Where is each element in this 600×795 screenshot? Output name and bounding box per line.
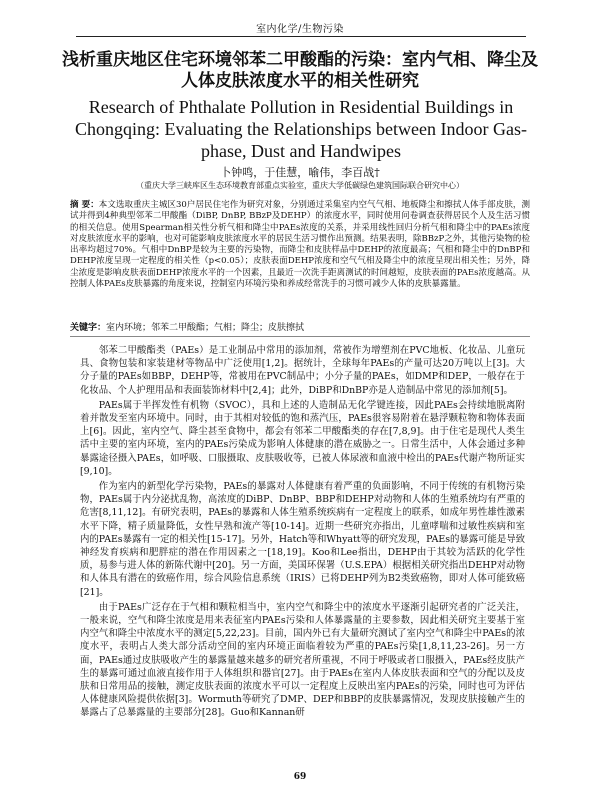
body-text	[80, 344, 525, 720]
keywords-text: 室内环境；邻苯二甲酸酯；气相；降尘；皮肤擦拭	[106, 323, 305, 333]
page-number: 69	[293, 772, 307, 782]
header-rule	[76, 36, 526, 37]
keywords-label: 关键字：	[70, 323, 107, 333]
running-head: 室内化学/生物污染	[256, 24, 344, 35]
title-english: Research of Phthalate Pollution in Residential Buildings in Chongqing: Evaluating the Relationships between Indoor Gas-phase, Dust and Handwipes	[75, 97, 527, 161]
body-paragraph: 由于PAEs广泛存在于气相和颗粒相当中，室内空气和降尘中的浓度水平逐渐引起研究者的广泛关注，一般来说，空气和降尘浓度是用来表征室内PAEs污染和人体暴露量的主要参数，因此相关研究主要基于室内空气和降尘中浓度水平的测定[5,22,23]。目前，国内外已有大量研究测试了室内空气和降尘中PAEs的浓度水平，表明占人类大部分活动空间的室内环境正面临着较为严重的PAEs污染[1,8,11,23-26]。另一方面，PAEs通过皮肤吸收产生的暴露量越来越多的研究者所重视，不同于呼吸或者口服摄入，PAEs经皮肤产生的暴露可通过血液直接作用于人体组织和器官[27]。由于PAEs在室内人体皮肤表面和空气的分配以及皮肤和日常用品的接触，测定皮肤表面的浓度水平可以一定程度上反映出室内PAEs的污染，同时也可为评估人体健康风险提供依据[3]。Wormuth等研究了DMP、DEP和BBP的皮肤暴露情况，发现皮肤接触产生的暴露占了总暴露量的主要部分[28]。Guo和Kannan研	[80, 601, 525, 719]
body-paragraph: 作为室内的新型化学污染物，PAEs的暴露对人体健康有着严重的负面影响，不同于传统的有机物污染物，PAEs属于内分泌扰乱物，高浓度的DiBP、DnBP、BBP和DEHP对动物和人体的生殖系统均有严重的危害[8,11,12]。有研究表明，PAEs的暴露和人体生殖系统疾病有一定程度上的联系，如成年男性雄性激素水平下降，精子质量降低，女性早熟和流产等[10-14]。近期一些研究亦指出，儿童哮喘和过敏性疾病和室内的PAEs暴露有一定的相关性[15-17]。另外，Hatch等和Whyatt等的研究发现，PAEs的暴露可能是导致神经发育疾病和肥胖症的潜在作用因素之一[18,19]。Koo和Lee指出，DEHP由于其较为活跃的化学性质，易参与进人体的新陈代谢中[20]。另一方面，美国环保署（U.S.EPA）根据相关研究指出DEHP对动物和人体具有潜在的致癌作用，综合风险信息系统（IRIS）已将DEHP列为B2类致癌物，即对人体可能致癌[21]。	[80, 481, 526, 598]
abstract-text: 本文选取重庆主城区30户居民住宅作为研究对象，分别通过采集室内空气气相、地板降尘和擦拭人体手部皮肤，测试并得到4种典型邻苯二甲酸酯（DiBP, DnBP, BBzP及DEHP）的浓度水平，同时使用问卷调查获得居民个人及生活习惯的相关信息。使用Spearman相关性分析气相和降尘中PAEs浓度的关系，并采用线性回归分析气相和降尘中的PAEs浓度对皮肤浓度水平的影响，也对可能影响皮肤浓度水平的居民生活习惯作出预测。结果表明，除BBzP之外，其他污染物的检出率均超过70%。气相中DnBP是较为主要的污染物，而降尘和皮肤样品中DEHP的浓度最高；气相和降尘中的DnBP和DEHP浓度呈现一定程度的相关性（p<0.05）；皮肤表面DEHP浓度和空气气相及降尘中的浓度呈现出相关性；另外，降尘浓度是影响皮肤表面DEHP浓度水平的一个因素，且最近一次洗手距离测试的时间越短，皮肤表面的PAEs浓度越高。从控制人体PAEs皮肤暴露的角度来说，控制室内环境污染和养成经常洗手的习惯可减少人体的皮肤暴露量。	[70, 200, 530, 290]
keywords-rule	[70, 336, 530, 337]
keywords	[70, 320, 530, 333]
body-paragraph: PAEs属于半挥发性有机物（SVOC），具和上述的人造制品无化学键连接，因此PAEs会持续地脱离附着并散发至室内环境中。同时，由于其相对较低的饱和蒸汽压，PAEs很容易附着在悬浮颗粒物和物体表面上[6]。因此，室内空气、降尘甚至食物中，都会有邻苯二甲酸酯类的存在[7,8,9]。由于住宅是现代人类生活中主要的室内环境，室内的PAEs污染成为影响人体健康的潜在威胁之一。日常生活中，人体会通过多种暴露途径摄入PAEs，如呼吸、口服摄取、皮肤吸收等，已被人体尿液和血液中检出的PAEs代谢产物所证实[9,10]。	[80, 399, 525, 477]
abstract	[70, 200, 530, 290]
abstract-label: 摘 要：	[70, 200, 99, 210]
affiliation: （重庆大学三峡库区生态环境教育部重点实验室，重庆大学低碳绿色建筑国际联合研究中心）	[136, 181, 464, 190]
title-chinese: 浅析重庆地区住宅环境邻苯二甲酸酯的污染：室内气相、降尘及人体皮肤浓度水平的相关性研究	[62, 50, 538, 91]
body-paragraph: 邻苯二甲酸酯类（PAEs）是工业制品中常用的添加剂，常被作为增塑剂在PVC地板、化妆品、儿童玩具、食物包装和家装建材等物品中广泛使用[1,2]。据统计，全球每年PAEs的产量可达20万吨以上[3]。大分子量的PAEs如BBP，DEHP等，常被用在PVC制品中；小分子量的PAEs，如DMP和DEP，一般存在于化妆品、个人护理用品和表面装饰材料中[2,4]；此外，DiBP和DnBP亦是人造制品中常见的添加剂[5]。	[80, 345, 525, 396]
author-list: 卜钟鸣，于佳慧，喻伟，李百战†	[220, 166, 380, 179]
